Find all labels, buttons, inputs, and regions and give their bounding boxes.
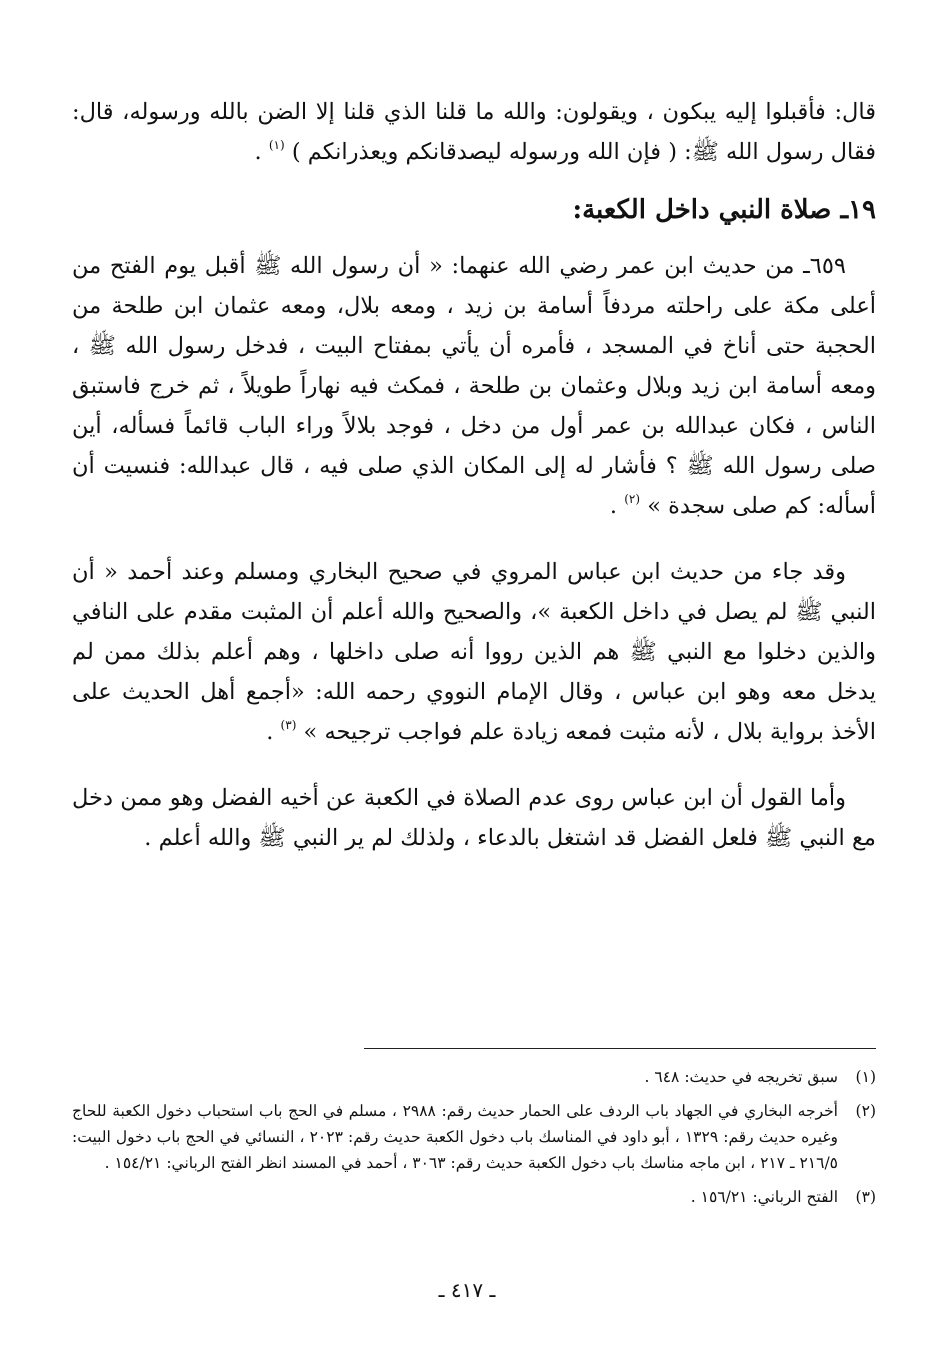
intro-paragraph <box>72 92 876 172</box>
paragraph-2 <box>72 552 876 752</box>
footnote-2 <box>72 1098 876 1176</box>
footnote-1-number: (١) <box>855 1068 876 1086</box>
hadith-end: . <box>609 493 625 519</box>
hadith-paragraph <box>72 246 876 526</box>
footnote-ref-1: (١) <box>268 138 285 152</box>
footnote-1-text: سبق تخريجه في حديث: ٦٤٨ . <box>644 1068 838 1086</box>
footnotes <box>72 1064 876 1218</box>
paragraph-3: وأما القول أن ابن عباس روى عدم الصلاة في الكعبة عن أخيه الفضل وهو ممن دخل مع النبي ﷺ فلعل الفضل قد اشتغل بالدعاء ، ولذلك لم ير النبي ﷺ والله أعلم . <box>72 785 876 851</box>
paragraph-2-text: وقد جاء من حديث ابن عباس المروي في صحيح البخاري ومسلم وعند أحمد « أن النبي ﷺ لم يصل في داخل الكعبة »، والصحيح والله أعلم أن المثبت مقدم على النافي والذين دخلوا مع النبي ﷺ هم الذين رووا أنه صلى داخلها ، وهم أعلم بذلك ممن لم يدخل معه وهو ابن عباس ، وقال الإمام النووي رحمه الله: «أجمع أهل الحديث على الأخذ برواية بلال ، لأنه مثبت فمعه زيادة علم فواجب ترجيحه » <box>72 559 876 745</box>
footnote-ref-3: (٣) <box>280 718 297 732</box>
page-number: ـ ٤١٧ ـ <box>438 1278 496 1302</box>
footnote-divider <box>364 1048 876 1049</box>
main-text <box>72 92 876 858</box>
footnote-1 <box>72 1064 876 1090</box>
intro-end: . <box>254 139 269 165</box>
paragraph-2-end: . <box>266 719 281 745</box>
footnote-2-number: (٢) <box>855 1102 876 1120</box>
footnote-3 <box>72 1184 876 1210</box>
footnote-2-text: أخرجه البخاري في الجهاد باب الردف على الحمار حديث رقم: ٢٩٨٨ ، مسلم في الحج باب استحباب دخول الكعبة للحاج وغيره حديث رقم: ١٣٢٩ ، أبو داود في المناسك باب دخول الكعبة حديث رقم: ٢٠٢٣ ، النسائي في الحج باب دخول البيت: ٢١٦/٥ ـ ٢١٧ ، ابن ماجه مناسك باب دخول الكعبة حديث رقم: ٣٠٦٣ ، أحمد في المسند انظر الفتح الرباني: ١٥٤/٢١ . <box>72 1102 839 1172</box>
footnote-3-text: الفتح الرباني: ١٥٦/٢١ . <box>690 1188 838 1206</box>
footnote-ref-2: (٢) <box>624 492 641 506</box>
footnote-3-number: (٣) <box>855 1188 876 1206</box>
hadith-text: ٦٥٩ـ من حديث ابن عمر رضي الله عنهما: « أن رسول الله ﷺ أقبل يوم الفتح من أعلى مكة على راحلته مردفاً أسامة بن زيد ، ومعه بلال، ومعه عثمان ابن طلحة من الحجبة حتى أناخ في المسجد ، فأمره أن يأتي بمفتاح البيت ، فدخل رسول الله ﷺ ، ومعه أسامة ابن زيد وبلال وعثمان بن طلحة ، فمكث فيه نهاراً طويلاً ، ثم خرج فاستبق الناس ، فكان عبدالله بن عمر أول من دخل ، فوجد بلالاً وراء الباب قائماً فسأله، أين صلى رسول الله ﷺ ؟ فأشار له إلى المكان الذي صلى فيه ، قال عبدالله: فنسيت أن أسأله: كم صلى سجدة » <box>72 253 876 519</box>
intro-text: قال: فأقبلوا إليه يبكون ، ويقولون: والله ما قلنا الذي قلنا إلا الضن بالله ورسوله، قال: فقال رسول الله ﷺ: ( فإن الله ورسوله ليصدقانكم ويعذرانكم ) <box>72 99 876 165</box>
section-heading: ١٩ـ صلاة النبي داخل الكعبة: <box>572 195 876 225</box>
